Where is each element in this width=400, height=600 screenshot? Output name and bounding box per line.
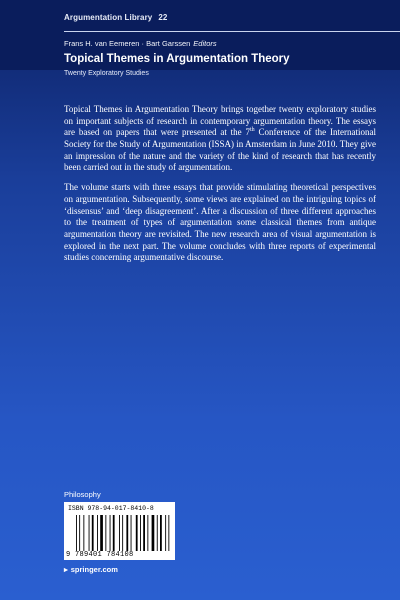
- series-volume: 22: [158, 13, 168, 22]
- book-subtitle: Twenty Exploratory Studies: [64, 70, 149, 77]
- blurb-paragraph-1: [64, 104, 376, 174]
- barcode-graphic: [76, 515, 171, 551]
- subject-category: Philosophy: [64, 490, 101, 499]
- isbn-text: ISBN 978-94-017-8410-8: [68, 505, 154, 512]
- blurb-paragraph-2: The volume starts with three essays that provide stimulating theoretical perspectives on argumentation. Subsequently, some views are explained on the intriguing topics of ‘dissensus’ and ‘deep disagreement’. After a discussion of three different approaches to the treatment of types of argumentation some classical themes from antique argumentation theory are revisited. The new research area of visual argumentation is explored in the next part. The volume concludes with three reports of experimental studies concerning argumentative discourse.: [64, 182, 376, 263]
- editors-line: [64, 39, 217, 48]
- editor-names: Frans H. van Eemeren · Bart Garssen: [64, 39, 191, 48]
- editor-role: Editors: [193, 39, 217, 48]
- barcode-bars: [76, 515, 171, 551]
- series-name: Argumentation Library: [64, 13, 153, 22]
- publisher-link[interactable]: [64, 565, 118, 574]
- barcode: [64, 502, 175, 560]
- blurb: [64, 104, 376, 272]
- blurb-p1-text-cont: Conference of the International Society for the Study of Argumentation (ISSA) in Amsterdam in June 2010. They give an impression of the nature and the variety of the kind of research that has recently been carried out in the study of argumentation.: [64, 127, 376, 173]
- header-rule: [64, 31, 400, 32]
- book-title: Topical Themes in Argumentation Theory: [64, 53, 290, 65]
- publisher-url: springer.com: [70, 565, 118, 574]
- series-line: [64, 13, 167, 22]
- ordinal-superscript: th: [250, 127, 255, 134]
- barcode-digits: 9 789401 784108: [66, 551, 134, 559]
- blurb-p1-text: Topical Themes in Argumentation Theory brings together twenty exploratory studies on important subjects of research in contemporary argumentation theory. The essays are based on papers that were presented at the 7: [64, 104, 376, 138]
- arrow-icon: ▸: [64, 565, 68, 574]
